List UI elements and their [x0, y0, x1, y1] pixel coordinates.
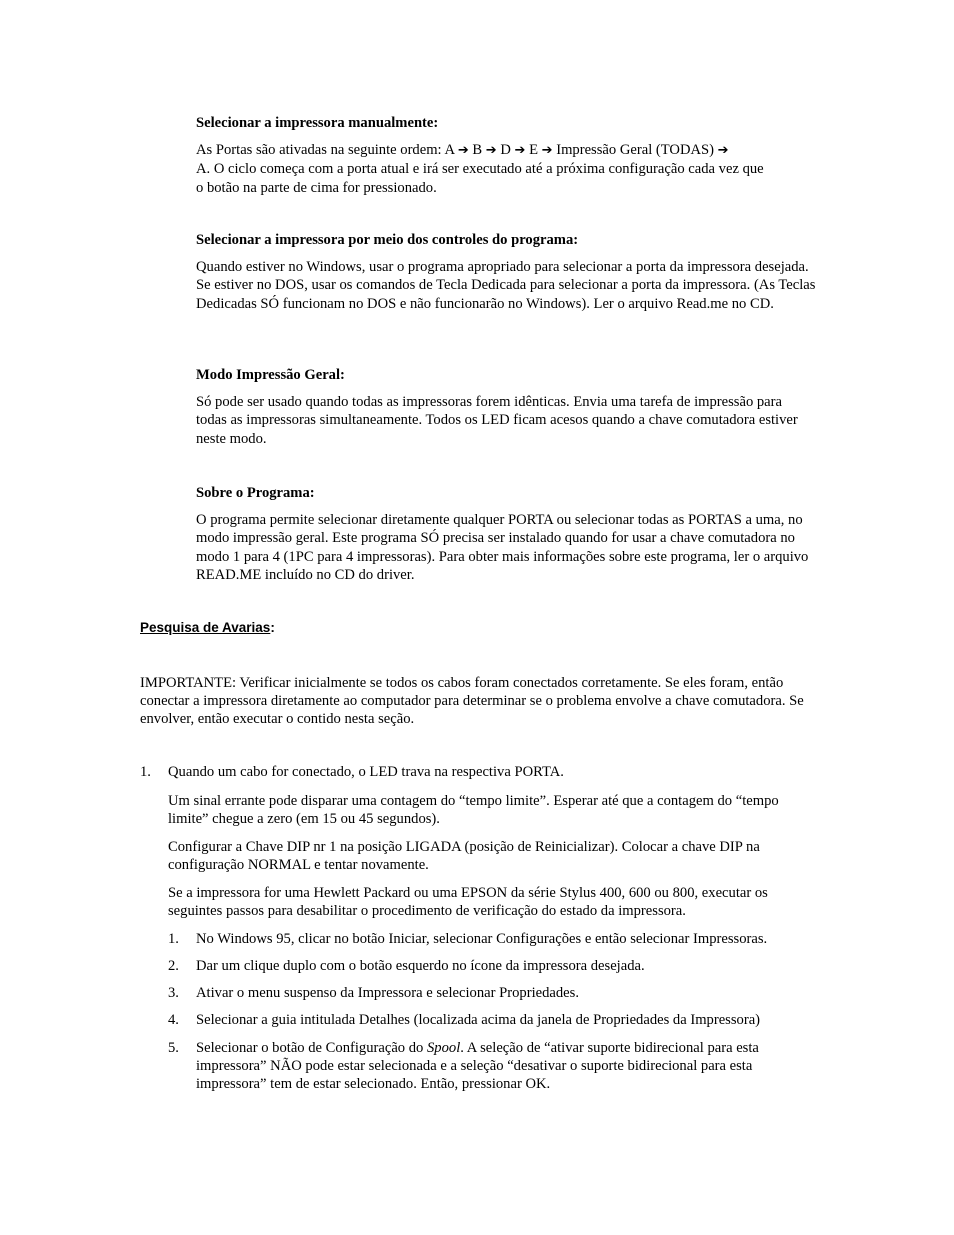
about-text: O programa permite selecionar diretamente qualquer PORTA ou selecionar todas as PORTAS a uma, no modo impressão geral. Este programa SÓ precisa ser instalado quando for usar a chave comutadora no modo 1 para 4 (1PC para 4 impressoras). Para obter mais informações sobre este programa, ler o arquivo READ.ME incluído no CD do driver. — [196, 512, 809, 583]
manual-selection-line2: A. O ciclo começa com a porta atual e irá ser executado até a próxima configuração cada vez que — [196, 161, 764, 178]
arrow-right-icon: ➔ — [541, 143, 553, 159]
step-text: Quando um cabo for conectado, o LED trava na respectiva PORTA. — [168, 764, 564, 780]
arrow-right-icon: ➔ — [485, 143, 497, 159]
program-select-section — [196, 231, 816, 313]
substep-text: Ativar o menu suspenso da Impressora e selecionar Propriedades. — [196, 985, 579, 1001]
substep-text: Dar um clique duplo com o botão esquerdo no ícone da impressora desejada. — [196, 958, 645, 974]
substep-text: No Windows 95, clicar no botão Iniciar, selecionar Configurações e então selecionar Impressoras. — [196, 931, 768, 947]
substep-text-after: . A seleção de “ativar suporte bidirecional para esta impressora” NÃO pode estar selecionada e a seleção “desativar o suporte bidirecional para esta impressora” tem de estar selecionado. Então, pressionar OK. — [196, 1040, 759, 1093]
program-select-heading: Selecionar a impressora por meio dos controles do programa: — [196, 232, 579, 248]
port-e: E — [525, 142, 542, 159]
broadcast-text: Só pode ser usado quando todas as impressoras forem idênticas. Envia uma tarefa de impressão para todas as impressoras simultaneamente. Todos os LED ficam acesos quando a chave comutadora estiver neste modo. — [196, 394, 798, 447]
step-number: 1. — [140, 764, 151, 780]
troubleshooting-title-colon: : — [270, 620, 275, 635]
arrow-right-icon: ➔ — [457, 143, 469, 159]
manual-selection-section — [196, 114, 816, 197]
substep-number: 1. — [168, 931, 179, 947]
broadcast-heading: Modo Impressão Geral: — [196, 367, 345, 383]
about-section — [196, 484, 816, 584]
arrow-right-icon: ➔ — [717, 143, 729, 159]
step-paragraph: Configurar a Chave DIP nr 1 na posição LIGADA (posição de Reinicializar). Colocar a chave DIP na configuração NORMAL e tentar novamente. — [168, 839, 760, 874]
port-sequence-intro: As Portas são ativadas na seguinte ordem: A — [196, 142, 455, 159]
troubleshooting-title — [140, 619, 275, 637]
manual-selection-line3: o botão na parte de cima for pressionado. — [196, 179, 437, 196]
port-d: D — [496, 142, 515, 159]
arrow-right-icon: ➔ — [514, 143, 526, 159]
substep-text — [196, 1039, 816, 1094]
about-heading: Sobre o Programa: — [196, 485, 315, 501]
troubleshooting-title-text: Pesquisa de Avarias — [140, 620, 271, 635]
port-b: B — [468, 142, 486, 159]
step-paragraph: Um sinal errante pode disparar uma contagem do “tempo limite”. Esperar até que a contagem do “tempo limite” chegue a zero (em 15 ou 45 segundos). — [168, 793, 779, 828]
substep-number: 5. — [168, 1040, 179, 1056]
important-note: IMPORTANTE: Verificar inicialmente se todos os cabos foram conectados corretamente. Se eles foram, então conectar a impressora diretamente ao computador para determinar se o problema envolve a chave comutadora. Se envolver, então executar o contido nesta seção. — [140, 675, 804, 728]
manual-selection-heading: Selecionar a impressora manualmente: — [196, 115, 439, 131]
program-select-text: Quando estiver no Windows, usar o programa apropriado para selecionar a porta da impressora desejada. Se estiver no DOS, usar os comandos de Tecla Dedicada para selecionar a porta da impressora. (As Teclas Dedicadas SÓ funcionam no DOS e não funcionarão no Windows). Ler o arquivo Read.me no CD. — [196, 259, 816, 312]
substep-text-before: Selecionar o botão de Configuração do — [196, 1040, 427, 1056]
substep-number: 4. — [168, 1012, 179, 1028]
port-all: Impressão Geral (TODAS) — [552, 142, 718, 159]
substep-text-italic: Spool — [427, 1040, 461, 1056]
substep-number: 2. — [168, 958, 179, 974]
broadcast-section — [196, 366, 816, 448]
manual-selection-text — [196, 141, 816, 197]
step-paragraph: Se a impressora for uma Hewlett Packard ou uma EPSON da série Stylus 400, 600 ou 800, executar os seguintes passos para desabilitar o procedimento de verificação do estado da impressora. — [168, 885, 768, 920]
substep-number: 3. — [168, 985, 179, 1001]
substep-text: Selecionar a guia intitulada Detalhes (localizada acima da janela de Propriedades da Impressora) — [196, 1012, 761, 1028]
